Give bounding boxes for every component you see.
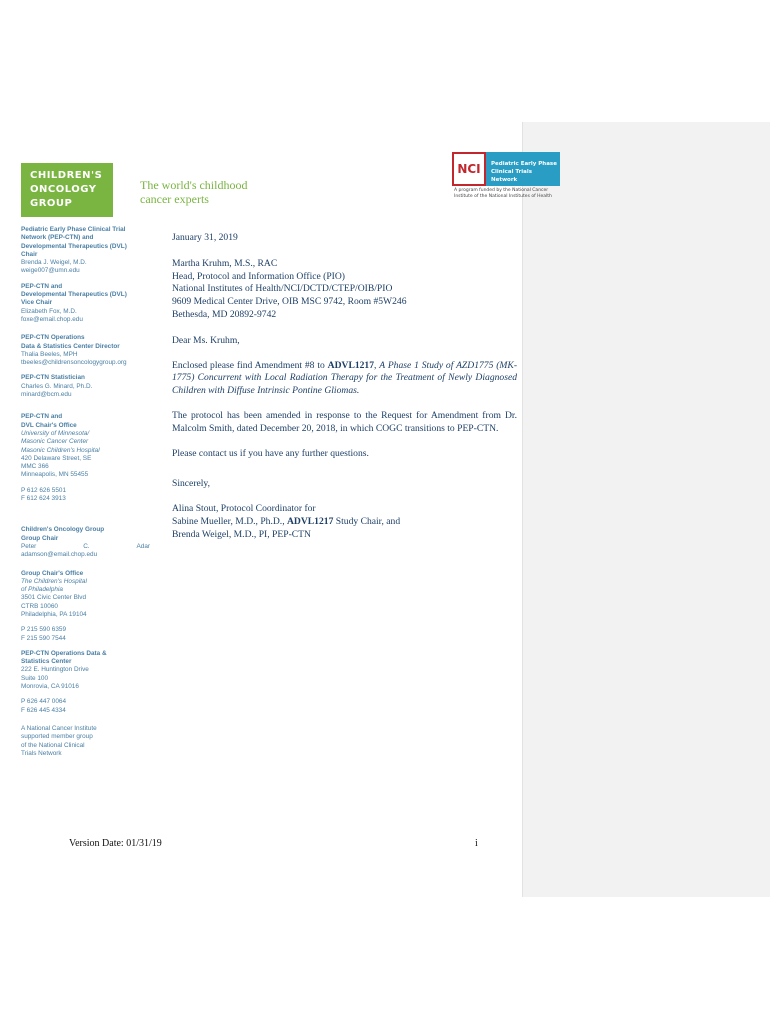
sidebar-name: Thalia Beeles, MPH — [21, 350, 78, 358]
recipient-address-line: 9609 Medical Center Drive, OIB MSC 9742, Room #5W246 — [172, 296, 407, 308]
sidebar-heading: Developmental Therapeutics (DVL) — [21, 242, 127, 250]
sidebar-heading: Group Chair — [21, 534, 59, 542]
sidebar-address: 222 E. Huntington Drive — [21, 666, 89, 674]
sidebar-heading: Group Chair's Office — [21, 569, 84, 577]
letter-body — [172, 232, 517, 542]
sidebar-address: 420 Delaware Street, SE — [21, 454, 92, 462]
sidebar-name: Brenda J. Weigel, M.D. — [21, 259, 87, 267]
recipient-address-line: National Institutes of Health/NCI/DCTD/CTEP/OIB/PIO — [172, 283, 393, 295]
sidebar-institution: The Children's Hospital — [21, 577, 87, 585]
sidebar-heading: Developmental Therapeutics (DVL) — [21, 291, 127, 299]
cog-logo-line: GROUP — [30, 198, 73, 209]
nci-funding-note: A program funded by the National Cancer Institute of the National Institutes of Health — [454, 188, 552, 199]
nci-mark: NCI — [452, 152, 486, 186]
sidebar-heading: PEP-CTN Statistician — [21, 374, 85, 382]
sidebar-nci-note: Trials Network — [21, 749, 62, 757]
cog-logo-line: CHILDREN'S — [30, 170, 103, 181]
sidebar-heading: Children's Oncology Group — [21, 526, 105, 534]
letter-paragraph: The protocol has been amended in response to the Request for Amendment from Dr. Malcolm Smith, dated December 20, 2018, in which COGC transitions to PEP-CTN. — [172, 409, 517, 434]
comment-margin-panel — [522, 122, 770, 897]
sidebar-heading: Chair — [21, 250, 38, 258]
sidebar-institution: University of Minnesota/ — [21, 429, 90, 437]
recipient-address-line: Bethesda, MD 20892-9742 — [172, 308, 277, 320]
letterhead-sidebar — [21, 226, 151, 758]
sidebar-phone: P 626 447 0064 — [21, 698, 67, 706]
protocol-title: A Phase 1 Study of AZD1775 (MK-1775) Concurrent with Local Radiation Therapy for the Treatment of Newly Diagnosed Children with Diffuse Intrinsic Pontine Gliomas. — [172, 359, 518, 397]
version-date: Version Date: 01/31/19 — [69, 838, 162, 849]
sidebar-name: Elizabeth Fox, M.D. — [21, 307, 77, 315]
letter-date: January 31, 2019 — [172, 232, 238, 243]
cog-logo-line: ONCOLOGY — [30, 184, 97, 195]
sidebar-fax: F 612 624 3913 — [21, 495, 66, 503]
sidebar-fax: F 626 445 4334 — [21, 706, 66, 714]
signature-line: Alina Stout, Protocol Coordinator for — [172, 503, 316, 515]
sidebar-heading: Data & Statistics Center Director — [21, 342, 120, 350]
sidebar-address: MMC 366 — [21, 463, 49, 471]
sidebar-address: CTRB 10060 — [21, 602, 58, 610]
page-number: i — [475, 838, 478, 849]
sidebar-address: Minneapolis, MN 55455 — [21, 471, 89, 479]
sidebar-heading: PEP-CTN Operations — [21, 334, 85, 342]
sidebar-heading: PEP-CTN Operations Data & — [21, 649, 107, 657]
sidebar-institution: Masonic Children's Hospital — [21, 446, 100, 454]
letter-paragraph: Please contact us if you have any further questions. — [172, 447, 369, 459]
sidebar-address: Monrovia, CA 91016 — [21, 683, 79, 691]
sidebar-address: Suite 100 — [21, 674, 49, 682]
sidebar-institution: of Philadelphia — [21, 586, 63, 594]
sidebar-email: foxe@email.chop.edu — [21, 315, 83, 323]
sidebar-nci-note: supported member group — [21, 733, 93, 741]
sidebar-institution: Masonic Cancer Center — [21, 438, 89, 446]
signature-line: Sabine Mueller, M.D., Ph.D., ADVL1217 Study Chair, and — [172, 515, 401, 527]
nci-pep-ctn-logo — [452, 152, 560, 200]
sidebar-fax: F 215 590 7544 — [21, 634, 66, 642]
sidebar-heading: PEP-CTN and — [21, 413, 63, 421]
sidebar-name: Peter C. Adar — [21, 542, 150, 550]
protocol-id: ADVL1217 — [327, 359, 375, 371]
sidebar-heading: Vice Chair — [21, 299, 53, 307]
sidebar-email: weige007@umn.edu — [21, 267, 80, 275]
sidebar-address: Philadelphia, PA 19104 — [21, 610, 87, 618]
sidebar-email: minard@bcm.edu — [21, 391, 72, 399]
signature-line: Brenda Weigel, M.D., PI, PEP-CTN — [172, 528, 311, 540]
sidebar-heading: Pediatric Early Phase Clinical Trial — [21, 226, 126, 233]
sidebar-email: adamson@email.chop.edu — [21, 551, 98, 559]
sidebar-name: Charles G. Minard, Ph.D. — [21, 382, 93, 390]
recipient-address-line: Head, Protocol and Information Office (PIO) — [172, 270, 345, 282]
pep-ctn-banner: Pediatric Early Phase Clinical Trials Network — [486, 152, 560, 186]
sidebar-nci-note: A National Cancer Institute — [21, 724, 97, 732]
sidebar-address: 3501 Civic Center Blvd — [21, 594, 87, 602]
letter-paragraph: Enclosed please find Amendment #8 to ADVL1217, A Phase 1 Study of AZD1775 (MK-1775) Concurrent with Local Radiation Therapy for the Treatment of Newly Diagnosed Children with Diffuse Intrinsic Pontine Gliomas. — [172, 359, 518, 397]
sidebar-heading: DVL Chair's Office — [21, 421, 77, 429]
recipient-address-line: Martha Kruhm, M.S., RAC — [172, 257, 278, 269]
sidebar-phone: P 612 626 5501 — [21, 486, 67, 494]
sidebar-heading: Network (PEP-CTN) and — [21, 234, 94, 242]
sidebar-heading: Statistics Center — [21, 658, 72, 666]
sidebar-phone: P 215 590 6359 — [21, 626, 67, 634]
sidebar-email: tbeeles@childrensoncologygroup.org — [21, 359, 127, 367]
sidebar-heading: PEP-CTN and — [21, 282, 63, 290]
cog-logo — [21, 163, 113, 217]
sidebar-nci-note: of the National Clinical — [21, 741, 85, 749]
closing: Sincerely, — [172, 478, 211, 490]
salutation: Dear Ms. Kruhm, — [172, 334, 240, 346]
cog-tagline: The world's childhood cancer experts — [140, 178, 248, 206]
